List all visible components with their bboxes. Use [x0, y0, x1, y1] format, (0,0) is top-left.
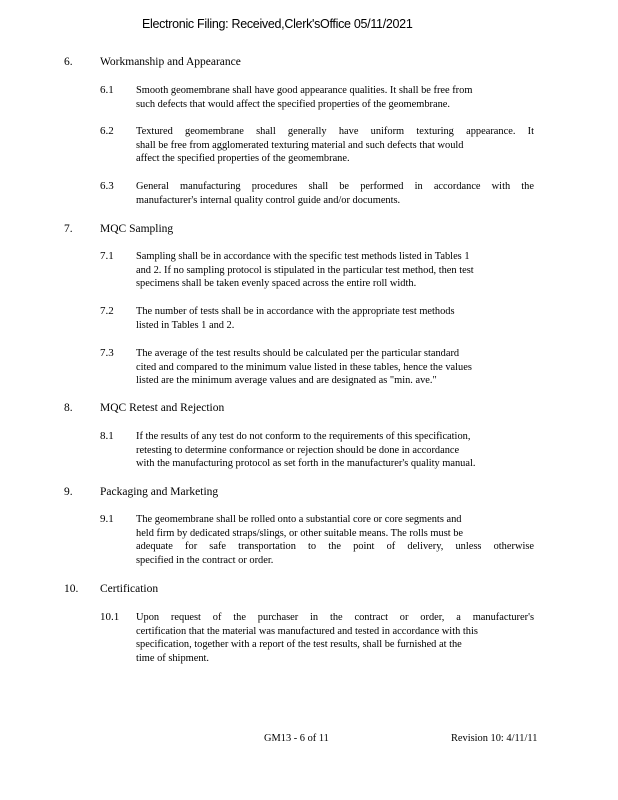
section-number: 8.	[64, 402, 73, 414]
text-line: The number of tests shall be in accordance with the appropriate test methods	[136, 306, 455, 317]
text-line: time of shipment.	[136, 652, 210, 664]
subsection-text	[136, 513, 534, 567]
text-line: manufacturer's internal quality control guide and/or documents.	[136, 194, 401, 206]
text-line: Sampling shall be in accordance with the specific test methods listed in Tables 1	[136, 251, 470, 262]
subsection-text	[136, 180, 534, 207]
text-line: listed in Tables 1 and 2.	[136, 319, 235, 331]
subsection-number: 6.3	[100, 180, 114, 192]
text-line: such defects that would affect the specified properties of the geomembrane.	[136, 98, 451, 110]
text-line: shall be free from agglomerated texturing material and such defects that would	[136, 139, 464, 151]
subsection-text	[136, 347, 534, 388]
subsection-text	[136, 305, 534, 332]
page-number: GM13 - 6 of 11	[264, 733, 329, 744]
section-number: 7.	[64, 223, 73, 235]
text-line: Smooth geomembrane shall have good appearance qualities. It shall be free from	[136, 85, 473, 96]
subsection-number: 7.3	[100, 347, 114, 359]
subsection-text	[136, 430, 534, 471]
text-line: specification, together with a report of the test results, shall be furnished at the	[136, 639, 462, 651]
text-line: If the results of any test do not conform to the requirements of this specification,	[136, 431, 471, 442]
text-line: specimens shall be taken evenly spaced across the entire roll width.	[136, 278, 417, 290]
section-title: MQC Sampling	[100, 223, 174, 235]
text-line: General manufacturing procedures shall be performed in accordance with the	[136, 181, 534, 192]
section-title: Certification	[100, 583, 159, 595]
subsection-text	[136, 611, 534, 665]
text-line: specified in the contract or order.	[136, 554, 274, 566]
text-line: affect the specified properties of the geomembrane.	[136, 153, 350, 165]
revision-date: Revision 10: 4/11/11	[451, 733, 538, 744]
section-number: 9.	[64, 486, 73, 498]
filing-stamp: Electronic Filing: Received,Clerk'sOffice 05/11/2021	[142, 17, 413, 31]
text-line: retesting to determine conformance or rejection should be done in accordance	[136, 444, 460, 456]
subsection-number: 6.1	[100, 84, 114, 96]
text-line: Upon request of the purchaser in the contract or order, a manufacturer's	[136, 612, 534, 623]
subsection-text	[136, 125, 534, 166]
text-line: listed are the minimum average values and are designated as "min. ave."	[136, 375, 437, 387]
section-number: 6.	[64, 56, 73, 68]
text-line: with the manufacturing protocol as set forth in the manufacturer's quality manual.	[136, 458, 476, 470]
text-line: certification that the material was manufactured and tested in accordance with this	[136, 625, 478, 637]
subsection-text	[136, 250, 534, 291]
text-line: cited and compared to the minimum value listed in these tables, hence the values	[136, 361, 472, 373]
subsection-number: 6.2	[100, 125, 114, 137]
section-title: Workmanship and Appearance	[100, 56, 241, 68]
text-line: The average of the test results should be calculated per the particular standard	[136, 348, 460, 359]
text-line: Textured geomembrane shall generally have uniform texturing appearance. It	[136, 126, 534, 137]
text-line: and 2. If no sampling protocol is stipulated in the particular test method, then test	[136, 264, 474, 276]
text-line: held firm by dedicated straps/slings, or other suitable means. The rolls must be	[136, 527, 464, 539]
subsection-text	[136, 84, 534, 111]
subsection-number: 8.1	[100, 430, 114, 442]
subsection-number: 10.1	[100, 611, 120, 623]
section-title: Packaging and Marketing	[100, 486, 219, 498]
text-line: adequate for safe transportation to the point of delivery, unless otherwise	[136, 541, 534, 553]
subsection-number: 7.1	[100, 250, 114, 262]
subsection-number: 7.2	[100, 305, 114, 317]
section-title: MQC Retest and Rejection	[100, 402, 225, 414]
text-line: The geomembrane shall be rolled onto a substantial core or core segments and	[136, 514, 462, 525]
subsection-number: 9.1	[100, 513, 114, 525]
section-number: 10.	[64, 583, 79, 595]
